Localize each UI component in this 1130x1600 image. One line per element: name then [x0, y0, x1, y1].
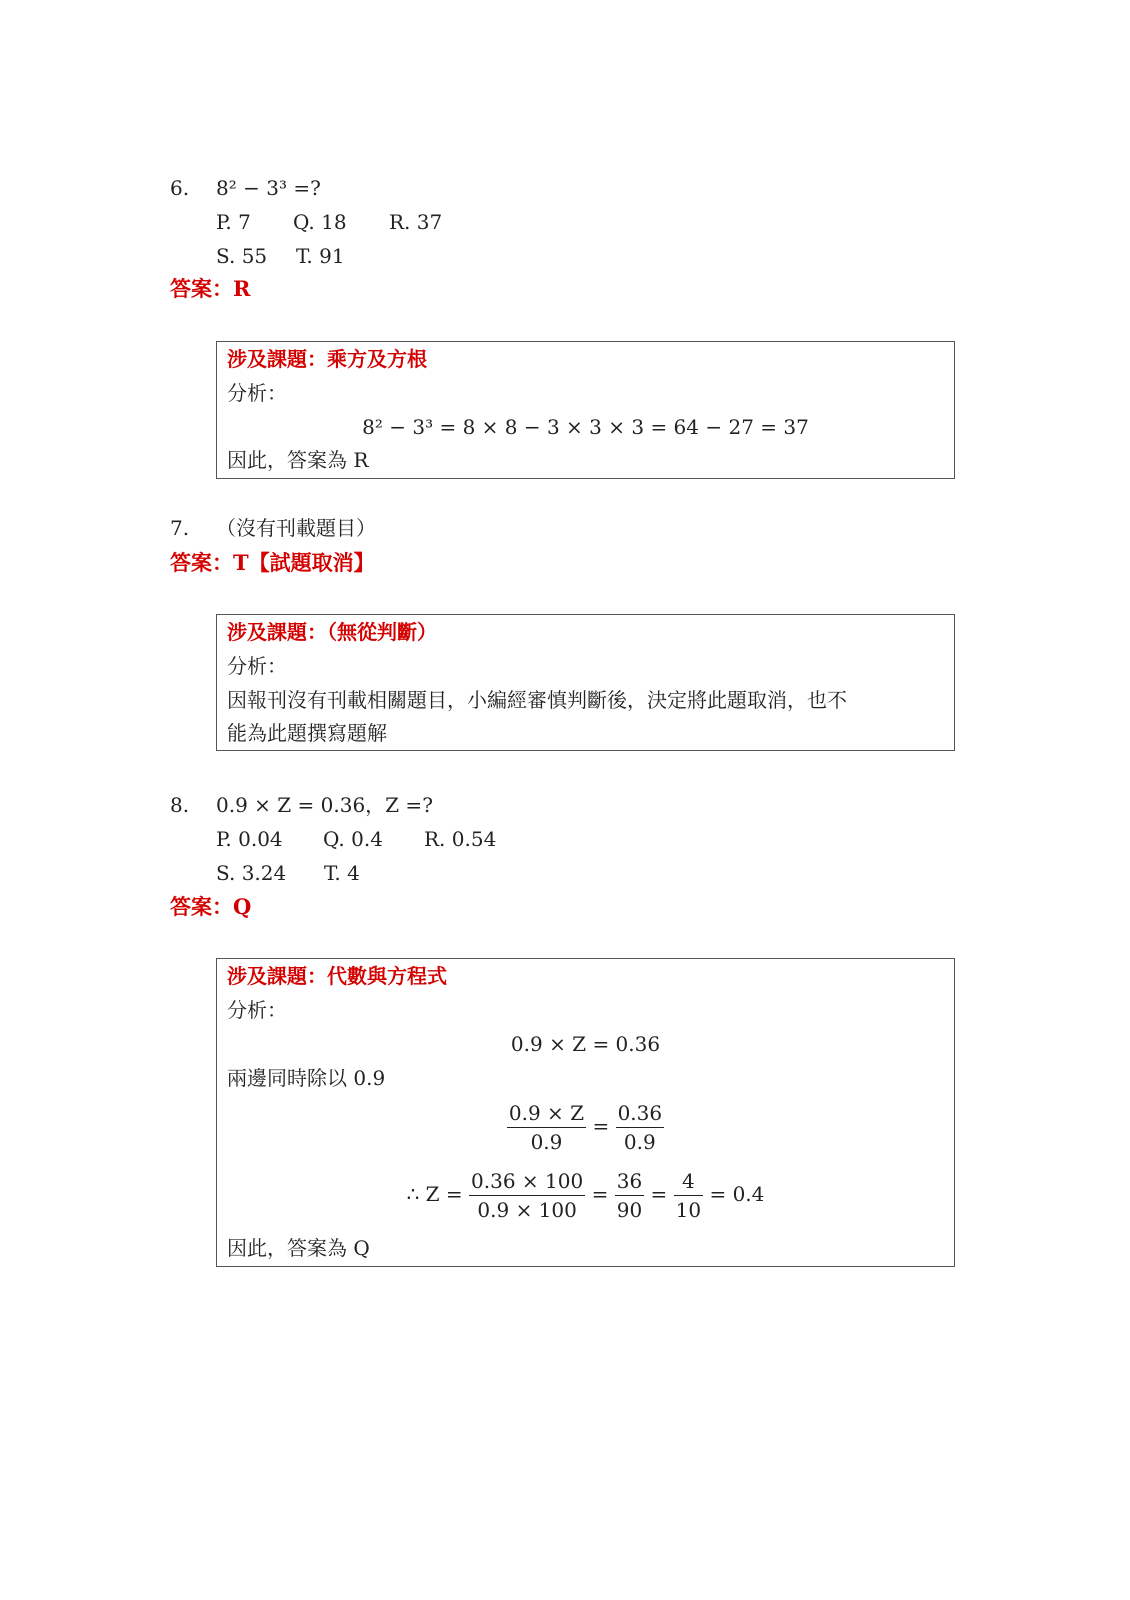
q8-fraction-3-numerator: 0.36 × 100 [469, 1167, 585, 1196]
q6-option-q: Q. 18 [293, 210, 347, 234]
q8-equals-sign: = [591, 1182, 609, 1206]
q7-question: （沒有刊載題目） [216, 516, 376, 540]
q6-question: 8² − 3³ =? [216, 176, 321, 200]
q8-option-t: T. 4 [324, 861, 360, 885]
q7-text-line1: 因報刊沒有刊載相關題目，小編經審慎判斷後，決定將此題取消，也不 [227, 688, 847, 712]
q8-number: 8. [170, 793, 190, 817]
q7-number: 7. [170, 516, 190, 540]
q8-option-r: R. 0.54 [424, 827, 497, 851]
q8-fraction-3-denominator: 0.9 × 100 [477, 1198, 577, 1222]
q7-answer: 答案：T【試題取消】 [170, 550, 375, 575]
q8-option-q: Q. 0.4 [323, 827, 383, 851]
q6-topic: 涉及課題：乘方及方根 [227, 347, 427, 371]
q8-solution-equation [217, 1167, 954, 1224]
q8-fraction-1-denominator: 0.9 [530, 1130, 563, 1154]
q6-conclusion: 因此，答案為 R [227, 448, 369, 472]
q8-analysis-box [216, 958, 955, 1267]
q8-fraction-2 [616, 1099, 665, 1156]
q7-analysis-box [216, 614, 955, 751]
q8-option-p: P. 0.04 [216, 827, 283, 851]
q8-fraction-equation [217, 1099, 954, 1156]
q6-analysis-box [216, 341, 955, 479]
q8-fraction-4-numerator: 36 [615, 1167, 644, 1196]
q6-analysis-label: 分析： [227, 381, 287, 405]
q8-option-s: S. 3.24 [216, 861, 287, 885]
q8-therefore: ∴ Z = [406, 1182, 463, 1206]
q8-equals-sign: = [650, 1182, 668, 1206]
q8-step-text: 兩邊同時除以 0.9 [227, 1066, 386, 1090]
q7-text-line2: 能為此題撰寫題解 [227, 721, 387, 745]
q8-fraction-1-numerator: 0.9 × Z [507, 1099, 586, 1128]
q8-fraction-1 [507, 1099, 586, 1156]
q7-topic: 涉及課題：（無從判斷） [227, 620, 437, 644]
q8-fraction-5-denominator: 10 [675, 1198, 702, 1222]
q8-fraction-4 [615, 1167, 644, 1224]
q8-fraction-3 [469, 1167, 585, 1224]
q8-conclusion: 因此，答案為 Q [227, 1236, 370, 1260]
q6-option-p: P. 7 [216, 210, 251, 234]
q8-question: 0.9 × Z = 0.36，Z =? [216, 793, 433, 817]
q7-analysis-label: 分析： [227, 654, 287, 678]
q8-fraction-5-numerator: 4 [674, 1167, 703, 1196]
q6-option-r: R. 37 [389, 210, 443, 234]
q6-answer: 答案：R [170, 276, 251, 301]
q6-option-s: S. 55 [216, 244, 268, 268]
q8-fraction-2-numerator: 0.36 [616, 1099, 665, 1128]
q6-equation: 8² − 3³ = 8 × 8 − 3 × 3 × 3 = 64 − 27 = 37 [362, 415, 809, 439]
q8-equals-sign: = [592, 1114, 610, 1138]
q8-topic: 涉及課題：代數與方程式 [227, 964, 447, 988]
q6-number: 6. [170, 176, 190, 200]
q8-answer: 答案：Q [170, 894, 252, 919]
q8-result: = 0.4 [709, 1182, 765, 1206]
q8-fraction-2-denominator: 0.9 [623, 1130, 656, 1154]
q8-analysis-label: 分析： [227, 998, 287, 1022]
q8-equation1: 0.9 × Z = 0.36 [510, 1032, 661, 1056]
q8-fraction-4-denominator: 90 [616, 1198, 643, 1222]
q6-option-t: T. 91 [296, 244, 345, 268]
q8-fraction-5 [674, 1167, 703, 1224]
